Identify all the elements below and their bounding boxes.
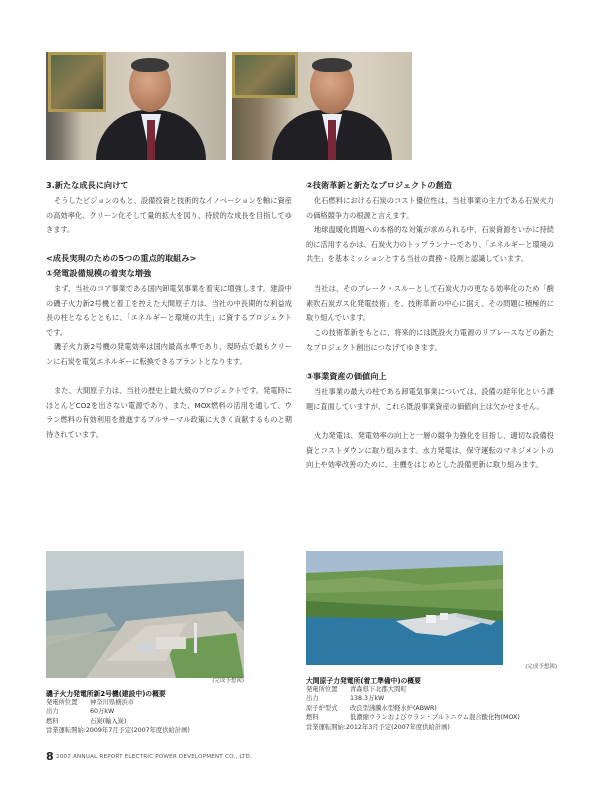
spec-row: 燃料 石炭(輸入炭) (46, 717, 127, 725)
item-1-title: ①発電設備規模の着実な増強 (46, 268, 152, 278)
item-2-paragraph-3: 当社は、そのブレーク・スルーとして石炭火力の更なる効率化のため「酸素吹石炭ガス化発電技術」を、技術革新の中心に据え、その問題に積極的に取り組んでいます。 (306, 284, 554, 323)
ohma-spec-list (306, 685, 520, 732)
item-1-paragraph-3: また、大間原子力は、当社の歴史上最大級のプロジェクトです。発電時にほとんどCO2を出さない電源であり、また、MOX燃料の活用を通して、ウラン燃料の有効利用を推進するプルサーマル政策に大きく貢献するものと期待されています。 (46, 386, 292, 439)
footer-report-title: 2007 ANNUAL REPORT ELECTRIC POWER DEVELOPMENT CO., LTD. (56, 754, 253, 760)
isogo-rendering-graphic (46, 551, 244, 678)
item-3-paragraph-1: 当社事業の最大の柱である卸電気事業については、設備の経年化という課題に直面していますが、これら既設事業資産の価値向上は欠かせません。 (306, 387, 554, 411)
spec-row: 発電所位置 青森県下北郡大間町 (306, 686, 407, 693)
item-2-paragraph-4: この技術革新をもとに、将来的には既設火力電源のリプレースなどの新たなプロジェクト創出につなげてゆきます。 (306, 328, 554, 352)
isogo-rendering-note: (完成予想図) (212, 678, 244, 684)
item-2-paragraph-1: 化石燃料における石炭のコスト優位性は、当社事業の主力である石炭火力の価格競争力の根源と言えます。 (306, 196, 554, 220)
priorities-title: <成長実現のための5つの重点的取組み> (46, 253, 197, 263)
executive-photo-right (232, 52, 412, 160)
item-1-paragraph-2: 磯子火力新2号機の発電効率は国内最高水準であり、現時点で最もクリーンに石炭を電気エネルギーに転換できるプラントとなります。 (46, 342, 292, 366)
item-2-paragraph-2: 地球温暖化問題への本格的な対策が求められる中、石炭資源をいかに持続的に活用するかは、石炭火力のトップランナーであり、「エネルギーと環境の共生」を基本ミッションとする当社の責務・役割と認識しています。 (306, 225, 554, 264)
executive-photo-left (46, 52, 226, 160)
spec-row: 出力 138.3万kW (306, 695, 385, 703)
spec-row: 発電所位置 神奈川県横浜市 (46, 699, 135, 706)
isogo-aerial-rendering (46, 551, 244, 678)
item-2-title: ②技術革新と新たなプロジェクトの創造 (306, 180, 452, 190)
isogo-caption-title: 磯子火力発電所新2号機(建設中)の概要 (46, 690, 166, 698)
item-1-paragraph-1: まず、当社のコア事業である国内卸電気事業を着実に増強します。建設中の磯子火力新2号機と着工を控えた大間原子力は、当社の中長期的な利益成長の柱となるとともに、「エネルギーと環境の共生」に資するプロジェクトです。 (46, 284, 292, 337)
section-3-title: 3.新たな成長に向けて (46, 180, 129, 190)
ohma-rendering-graphic (306, 551, 503, 665)
spec-row: 営業運転開始 :2009年7月予定(2007年度供給計画) (46, 727, 190, 735)
page-number: 8 (46, 750, 54, 763)
spec-row: 出力 60万kW (46, 708, 115, 716)
person-figure (272, 52, 392, 160)
spec-row: 燃料 低濃縮ウランおよびウラン・プルトニウム混合酸化物(MOX) (306, 714, 520, 722)
spec-row: 営業運転開始 :2012年3月予定(2007年度供給計画) (306, 723, 450, 731)
ohma-rendering-note: (完成予想図) (525, 664, 557, 670)
item-3-title: ③事業資産の価値向上 (306, 371, 387, 381)
isogo-spec-list (46, 698, 190, 736)
item-3-paragraph-2: 火力発電は、発電効率の向上と一層の競争力強化を目指し、適切な設備投資とコストダウンに取り組みます。水力発電は、保守運転のマネジメントの向上や効率改善のために、主機をはじめとした設備更新に取り組みます。 (306, 431, 554, 470)
ohma-aerial-rendering (306, 551, 503, 665)
person-figure (96, 52, 206, 160)
section-3-body: そうしたビジョンのもと、設備投資と技術的なイノベーションを軸に資産の高効率化、クリーン化そして量的拡大を図り、持続的な成長を目指してゆきます。 (46, 196, 292, 235)
spec-row: 原子炉型式 改良型沸騰水型軽水炉(ABWR) (306, 704, 437, 712)
ohma-caption-title: 大間原子力発電所(着工準備中)の概要 (306, 677, 421, 685)
